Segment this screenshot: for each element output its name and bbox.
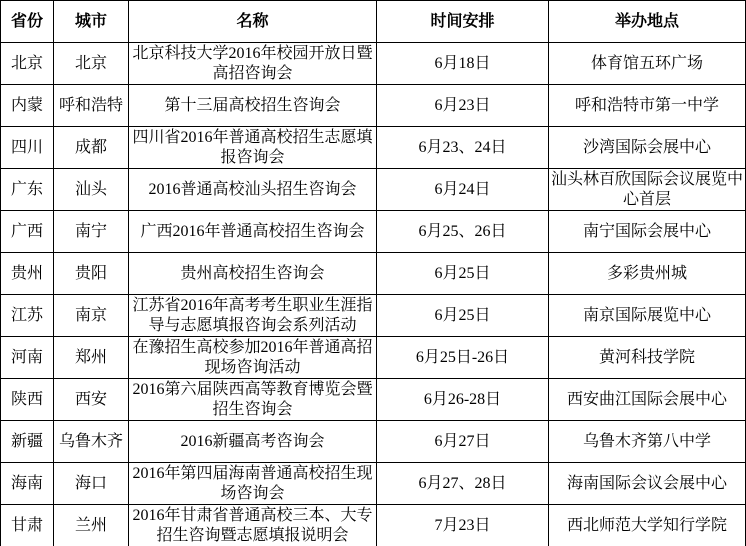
cell-name: 2016年甘肃省普通高校三本、大专招生咨询暨志愿填报说明会 — [129, 505, 377, 546]
cell-venue: 西北师范大学知行学院 — [549, 505, 746, 546]
cell-time: 6月27、28日 — [377, 463, 549, 505]
column-header-province: 省份 — [1, 1, 54, 43]
cell-venue: 沙湾国际会展中心 — [549, 127, 746, 169]
cell-name: 2016新疆高考咨询会 — [129, 421, 377, 463]
cell-venue: 体育馆五环广场 — [549, 43, 746, 85]
cell-city: 汕头 — [54, 169, 129, 211]
table-row — [1, 379, 746, 421]
cell-city: 乌鲁木齐 — [54, 421, 129, 463]
cell-city: 南京 — [54, 295, 129, 337]
table-body — [1, 43, 746, 546]
table-row — [1, 253, 746, 295]
cell-name: 广西2016年普通高校招生咨询会 — [129, 211, 377, 253]
table-row — [1, 505, 746, 546]
table-row — [1, 463, 746, 505]
cell-time: 6月23、24日 — [377, 127, 549, 169]
table-row — [1, 169, 746, 211]
cell-name: 江苏省2016年高考考生职业生涯指导与志愿填报咨询会系列活动 — [129, 295, 377, 337]
table-row — [1, 421, 746, 463]
column-header-city: 城市 — [54, 1, 129, 43]
table-row — [1, 295, 746, 337]
cell-time: 6月25日 — [377, 253, 549, 295]
cell-time: 6月18日 — [377, 43, 549, 85]
table-row — [1, 43, 746, 85]
cell-name: 2016第六届陕西高等教育博览会暨招生咨询会 — [129, 379, 377, 421]
cell-time: 6月25日 — [377, 295, 549, 337]
cell-name: 贵州高校招生咨询会 — [129, 253, 377, 295]
table-row — [1, 85, 746, 127]
column-header-name: 名称 — [129, 1, 377, 43]
cell-time: 6月25日-26日 — [377, 337, 549, 379]
table-header-row — [1, 1, 746, 43]
cell-name: 北京科技大学2016年校园开放日暨高招咨询会 — [129, 43, 377, 85]
cell-province: 广西 — [1, 211, 54, 253]
cell-city: 呼和浩特 — [54, 85, 129, 127]
table-row — [1, 127, 746, 169]
cell-venue: 南宁国际会展中心 — [549, 211, 746, 253]
cell-venue: 多彩贵州城 — [549, 253, 746, 295]
cell-city: 北京 — [54, 43, 129, 85]
cell-time: 6月26-28日 — [377, 379, 549, 421]
cell-name: 四川省2016年普通高校招生志愿填报咨询会 — [129, 127, 377, 169]
cell-time: 6月24日 — [377, 169, 549, 211]
cell-venue: 呼和浩特市第一中学 — [549, 85, 746, 127]
cell-city: 成都 — [54, 127, 129, 169]
cell-city: 海口 — [54, 463, 129, 505]
cell-venue: 汕头林百欣国际会议展览中心首层 — [549, 169, 746, 211]
cell-time: 6月23日 — [377, 85, 549, 127]
cell-province: 广东 — [1, 169, 54, 211]
cell-venue: 南京国际展览中心 — [549, 295, 746, 337]
cell-province: 海南 — [1, 463, 54, 505]
cell-venue: 西安曲江国际会展中心 — [549, 379, 746, 421]
cell-city: 兰州 — [54, 505, 129, 546]
cell-province: 内蒙 — [1, 85, 54, 127]
table-row — [1, 337, 746, 379]
cell-province: 甘肃 — [1, 505, 54, 546]
cell-province: 陕西 — [1, 379, 54, 421]
cell-province: 新疆 — [1, 421, 54, 463]
cell-venue: 海南国际会议会展中心 — [549, 463, 746, 505]
cell-province: 四川 — [1, 127, 54, 169]
cell-province: 贵州 — [1, 253, 54, 295]
cell-name: 在豫招生高校参加2016年普通高招现场咨询活动 — [129, 337, 377, 379]
cell-time: 7月23日 — [377, 505, 549, 546]
cell-time: 6月27日 — [377, 421, 549, 463]
cell-time: 6月25、26日 — [377, 211, 549, 253]
cell-name: 2016年第四届海南普通高校招生现场咨询会 — [129, 463, 377, 505]
cell-province: 河南 — [1, 337, 54, 379]
cell-city: 西安 — [54, 379, 129, 421]
cell-city: 贵阳 — [54, 253, 129, 295]
cell-name: 第十三届高校招生咨询会 — [129, 85, 377, 127]
cell-venue: 乌鲁木齐第八中学 — [549, 421, 746, 463]
column-header-venue: 举办地点 — [549, 1, 746, 43]
table-row — [1, 211, 746, 253]
cell-province: 北京 — [1, 43, 54, 85]
column-header-time: 时间安排 — [377, 1, 549, 43]
cell-city: 南宁 — [54, 211, 129, 253]
cell-name: 2016普通高校汕头招生咨询会 — [129, 169, 377, 211]
cell-city: 郑州 — [54, 337, 129, 379]
cell-venue: 黄河科技学院 — [549, 337, 746, 379]
cell-province: 江苏 — [1, 295, 54, 337]
